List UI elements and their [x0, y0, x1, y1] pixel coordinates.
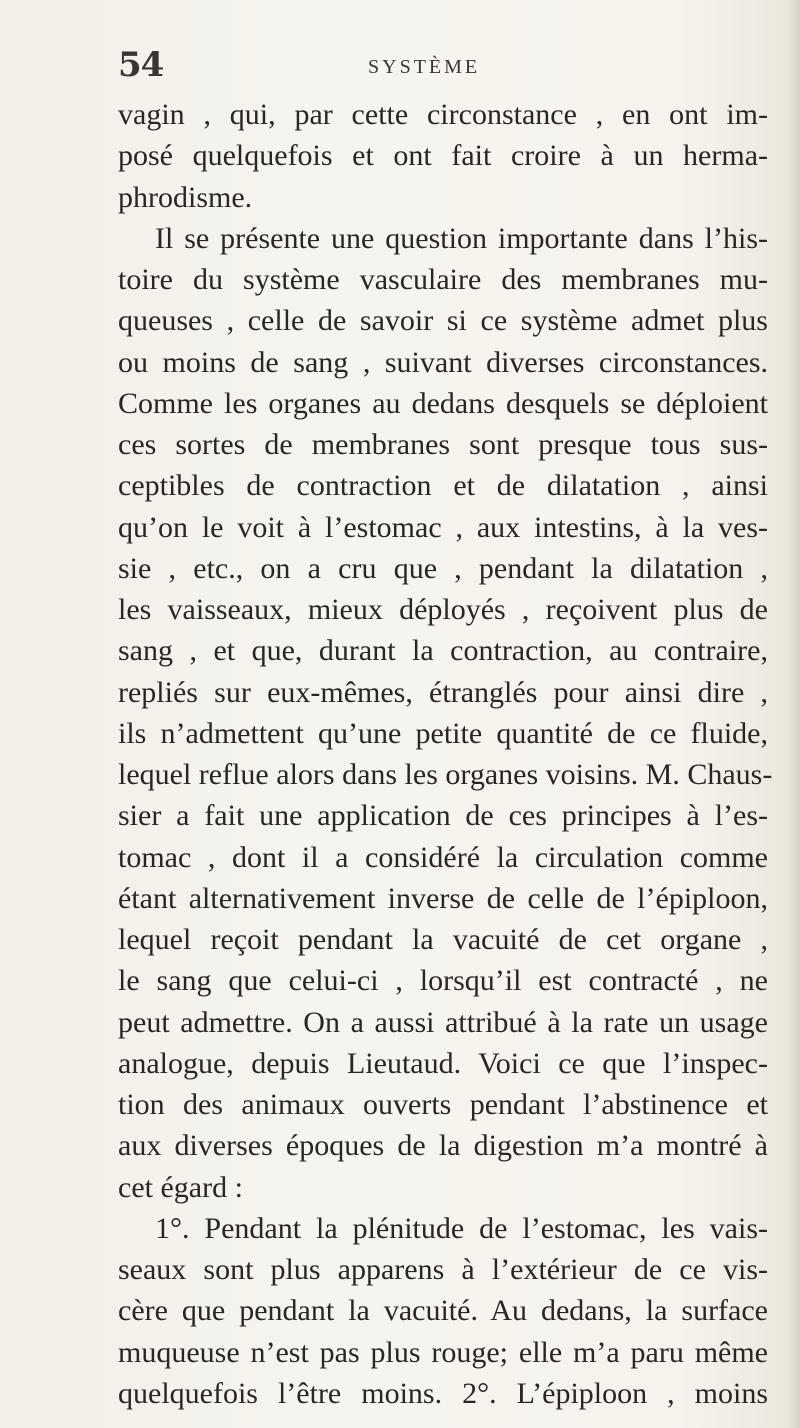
text-line: sie , etc., on a cru que , pendant la dilatation , — [118, 551, 768, 585]
text-line: étant alternativement inverse de celle de l’épiploon, — [118, 881, 768, 915]
text-line: seaux sont plus apparens à l’extérieur de ce vis- — [118, 1253, 768, 1286]
text-line: ou moins de sang , suivant diverses circonstances. — [118, 345, 768, 379]
text-line: aux diverses époques de la digestion m’a montré à — [118, 1129, 768, 1163]
text-line: analogue, depuis Lieutaud. Voici ce que l’inspec- — [118, 1046, 768, 1080]
text-line: toire du système vasculaire des membranes mu- — [118, 263, 768, 296]
text-line: ces sortes de membranes sont presque tous sus- — [118, 428, 768, 461]
text-line: posé quelquefois et ont fait croire à un herma- — [118, 139, 768, 173]
text-line: lequel reçoit pendant la vacuité de cet organe , — [118, 923, 768, 956]
page-edge-shadow — [786, 0, 800, 1428]
text-line: le sang que celui-ci , lorsqu’il est contracté , ne — [118, 964, 768, 998]
page-number: 54 — [118, 45, 164, 85]
text-line: ils n’admettent qu’une petite quantité de ce fluide, — [118, 716, 768, 750]
text-line: sier a fait une application de ces principes à l’es- — [118, 799, 768, 833]
text-line: muqueuse n’est pas plus rouge; elle m’a paru même — [118, 1335, 768, 1369]
text-line: cet égard : — [118, 1170, 243, 1204]
page-header — [118, 42, 778, 92]
text-line: phrodisme. — [118, 180, 253, 214]
text-line: Comme les organes au dedans desquels se déploient — [118, 386, 768, 420]
text-line: peut admettre. On a aussi attribué à la rate un usage — [118, 1005, 768, 1039]
text-line: sang , et que, durant la contraction, au contraire, — [118, 634, 768, 668]
text-line: vagin , qui, par cette circonstance , en ont im- — [118, 98, 768, 131]
body-text — [118, 94, 773, 1414]
text-line: 1°. Pendant la plénitude de l’estomac, les vais- — [155, 1211, 768, 1245]
text-line: ceptibles de contraction et de dilatation , ainsi — [118, 469, 768, 503]
text-line: repliés sur eux-mêmes, étranglés pour ainsi dire , — [118, 675, 768, 709]
text-line: tomac , dont il a considéré la circulation comme — [118, 840, 768, 874]
text-line: qu’on le voit à l’estomac , aux intestins, à la ves- — [118, 510, 768, 544]
text-line: Il se présente une question importante dans l’his- — [155, 221, 768, 255]
running-head: SYSTÈME — [368, 56, 481, 78]
text-line: lequel reflue alors dans les organes voisins. M. Chaus- — [118, 758, 773, 791]
text-line: cère que pendant la vacuité. Au dedans, la surface — [118, 1294, 768, 1328]
text-line: quelquefois l’être moins. 2°. L’épiploon , moins — [118, 1376, 768, 1410]
text-line: tion des animaux ouverts pendant l’abstinence et — [118, 1088, 768, 1121]
text-line: queuses , celle de savoir si ce système admet plus — [118, 304, 768, 338]
text-line: les vaisseaux, mieux déployés , reçoivent plus de — [118, 593, 768, 626]
